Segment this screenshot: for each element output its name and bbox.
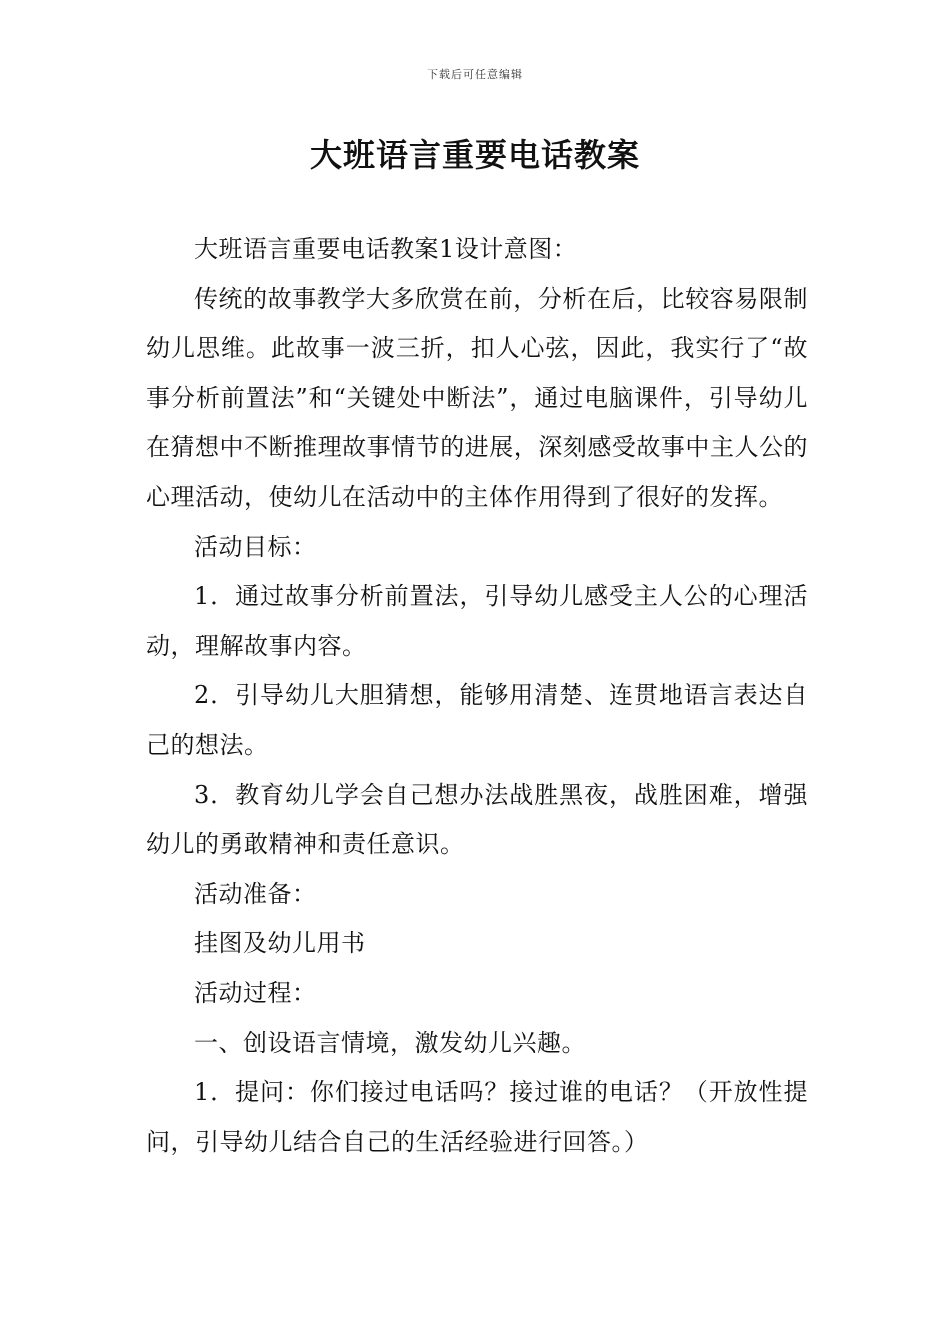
document-title: 大班语言重要电话教案 bbox=[309, 136, 640, 174]
paragraph-process-question-1: 1．提问：你们接过电话吗？接过谁的电话？（开放性提问，引导幼儿结合自己的生活经验进行回答。） bbox=[146, 1078, 808, 1156]
paragraph-process-heading: 活动过程： bbox=[194, 978, 317, 1007]
paragraph-preparation: 挂图及幼儿用书 bbox=[194, 929, 366, 958]
paragraph-goal-3: 3．教育幼儿学会自己想办法战胜黑夜，战胜困难，增强幼儿的勇敢精神和责任意识。 bbox=[146, 780, 808, 859]
paragraph-process-step-1: 一、创设语言情境，激发幼儿兴趣。 bbox=[194, 1028, 586, 1057]
paragraph-preparation-heading: 活动准备： bbox=[194, 879, 317, 908]
paragraph-goal-2: 2．引导幼儿大胆猜想，能够用清楚、连贯地语言表达自己的想法。 bbox=[146, 681, 808, 759]
page-header-note: 下载后可任意编辑 bbox=[427, 68, 523, 81]
paragraph-design-intent-heading: 大班语言重要电话教案1设计意图： bbox=[194, 235, 578, 263]
paragraph-design-intent: 传统的故事教学大多欣赏在前，分析在后，比较容易限制幼儿思维。此故事一波三折，扣人心弦，因此，我实行了“故事分析前置法”和“关键处中断法”，通过电脑课件，引导幼儿在猜想中不断推理故事情节的进展，深刻感受故事中主人公的心理活动，使幼儿在活动中的主体作用得到了很好的发挥。 bbox=[146, 284, 808, 511]
paragraph-goals-heading: 活动目标： bbox=[194, 532, 317, 561]
paragraph-goal-1: 1．通过故事分析前置法，引导幼儿感受主人公的心理活动，理解故事内容。 bbox=[146, 582, 808, 660]
document-body bbox=[146, 225, 808, 1167]
